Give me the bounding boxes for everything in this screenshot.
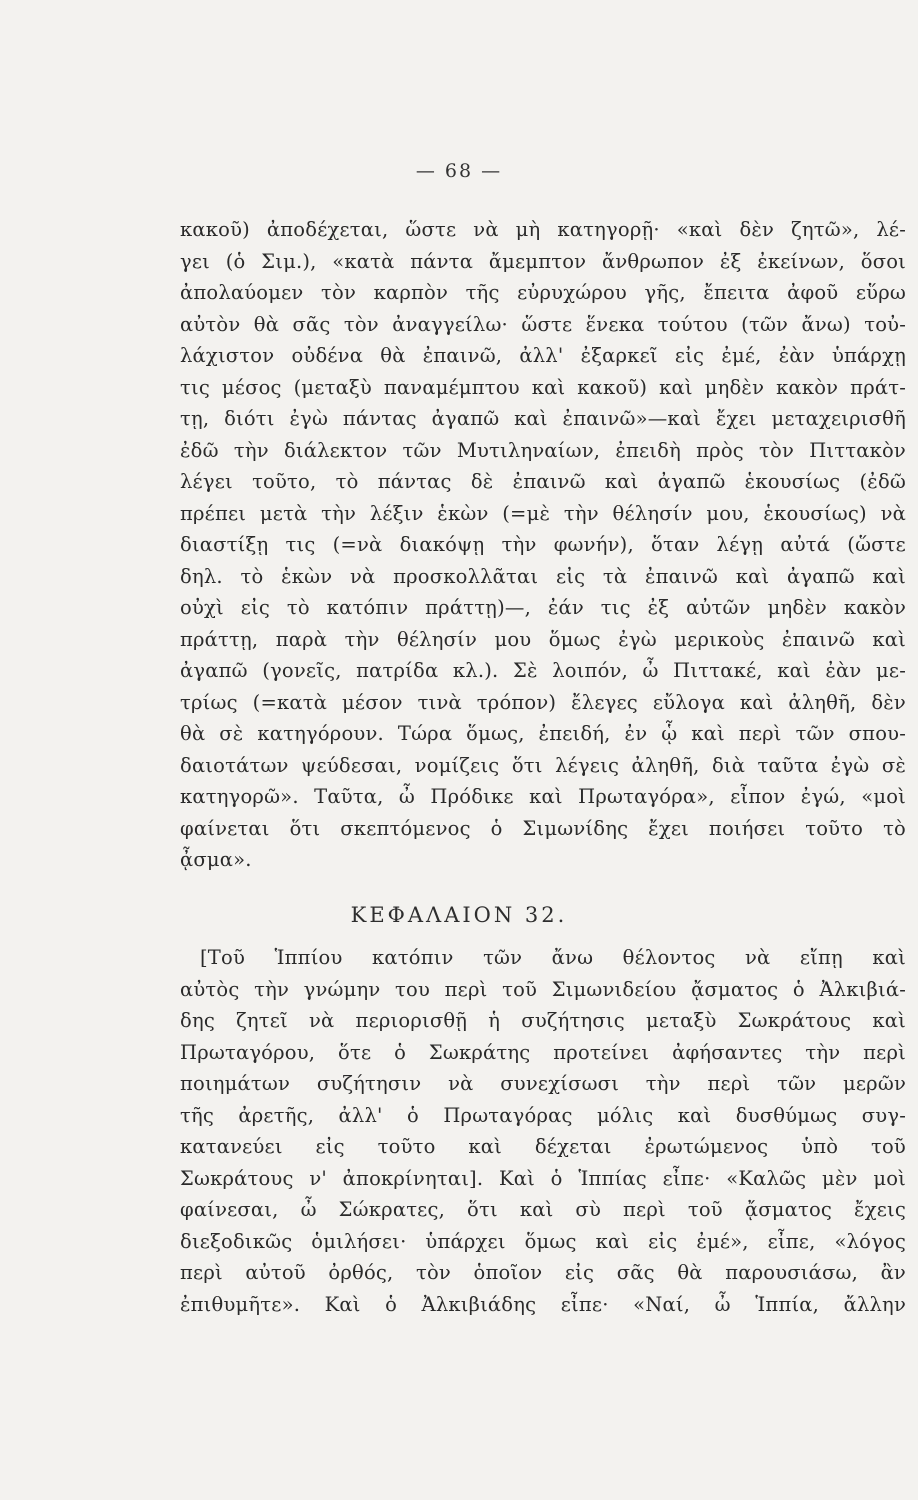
- text-line: αὐτὸν θὰ σᾶς τὸν ἀναγγείλω· ὥστε ἕνεκα τούτου (τῶν ἄνω) τοὐ-: [180, 312, 906, 336]
- text-line: τῆς ἀρετῆς, ἀλλ' ὁ Πρωταγόρας μόλις καὶ δυσθύμως συγ-: [180, 1103, 906, 1127]
- paragraph-2: [180, 942, 906, 1320]
- text-line: οὐχὶ εἰς τὸ κατόπιν πράττῃ)—, ἐάν τις ἐξ αὐτῶν μηδὲν κακὸν: [180, 596, 906, 619]
- text-line: λέγει τοῦτο, τὸ πάντας δὲ ἐπαινῶ καὶ ἀγαπῶ ἑκουσίως (ἐδῶ: [180, 470, 906, 493]
- chapter-heading: ΚΕΦΑΛΑΙΟΝ 32.: [350, 903, 568, 927]
- text-line: ποιημάτων συζήτησιν νὰ συνεχίσωσι τὴν περὶ τῶν μερῶν: [180, 1072, 906, 1095]
- text-line: λάχιστον οὐδένα θὰ ἐπαινῶ, ἀλλ' ἐξαρκεῖ εἰς ἐμέ, ἐὰν ὑπάρχῃ: [180, 344, 906, 367]
- text-line: περὶ αὐτοῦ ὀρθός, τὸν ὁποῖον εἰς σᾶς θὰ παρουσιάσω, ἂν: [180, 1261, 906, 1284]
- text-line: τῃ, διότι ἐγὼ πάντας ἀγαπῶ καὶ ἐπαινῶ»—καὶ ἔχει μεταχειρισθῆ: [180, 407, 906, 430]
- text-line: γει (ὁ Σιμ.), «κατὰ πάντα ἄμεμπτον ἄνθρωπον ἐξ ἐκείνων, ὅσοι: [180, 249, 906, 273]
- text-line: κατανεύει εἰς τοῦτο καὶ δέχεται ἐρωτώμενος ὑπὸ τοῦ: [180, 1135, 906, 1158]
- text-line: ᾆσμα».: [180, 848, 252, 871]
- text-line: ἀπολαύομεν τὸν καρπὸν τῆς εὐρυχώρου γῆς, ἔπειτα ἀφοῦ εὕρω: [180, 281, 906, 304]
- text-line: Πρωταγόρου, ὅτε ὁ Σωκράτης προτείνει ἀφήσαντες τὴν περὶ: [180, 1040, 906, 1064]
- text-line: [Τοῦ Ἱππίου κατόπιν τῶν ἄνω θέλοντος νὰ εἴπῃ καὶ: [200, 946, 906, 969]
- text-line: τρίως (=κατὰ μέσον τινὰ τρόπον) ἔλεγες εὔλογα καὶ ἀληθῆ, δὲν: [180, 690, 906, 714]
- text-line: πρέπει μετὰ τὴν λέξιν ἑκὼν (=μὲ τὴν θέλησίν μου, ἑκουσίως) νὰ: [180, 501, 906, 525]
- text-line: αὐτὸς τὴν γνώμην του περὶ τοῦ Σιμωνιδείου ᾄσματος ὁ Ἀλκιβιά-: [180, 977, 906, 1001]
- text-line: θὰ σὲ κατηγόρουν. Τώρα ὅμως, ἐπειδή, ἐν ᾧ καὶ περὶ τῶν σπου-: [180, 722, 906, 745]
- text-line: τις μέσος (μεταξὺ παναμέμπτου καὶ κακοῦ) καὶ μηδὲν κακὸν πράτ-: [180, 375, 906, 399]
- text-line: διαστίξῃ τις (=νὰ διακόψῃ τὴν φωνήν), ὅταν λέγῃ αὐτά (ὥστε: [180, 533, 906, 556]
- text-line: φαίνεται ὅτι σκεπτόμενος ὁ Σιμωνίδης ἔχει ποιήσει τοῦτο τὸ: [180, 816, 906, 840]
- text-line: κακοῦ) ἀποδέχεται, ὥστε νὰ μὴ κατηγορῇ· «καὶ δὲν ζητῶ», λέ-: [180, 218, 906, 241]
- text-line: κατηγορῶ». Ταῦτα, ὦ Πρόδικε καὶ Πρωταγόρα», εἶπον ἐγώ, «μοὶ: [180, 785, 906, 808]
- paragraph-1: [180, 214, 906, 876]
- page-number: — 68 —: [415, 160, 503, 182]
- text-line: φαίνεσαι, ὦ Σώκρατες, ὅτι καὶ σὺ περὶ τοῦ ᾄσματος ἔχεις: [180, 1198, 906, 1221]
- text-line: ἐδῶ τὴν διάλεκτον τῶν Μυτιληναίων, ἐπειδὴ πρὸς τὸν Πιττακὸν: [180, 438, 906, 462]
- text-line: ἐπιθυμῆτε». Καὶ ὁ Ἀλκιβιάδης εἶπε· «Ναί, ὦ Ἱππία, ἄλλην: [180, 1292, 906, 1316]
- text-line: ἀγαπῶ (γονεῖς, πατρίδα κλ.). Σὲ λοιπόν, ὦ Πιττακέ, καὶ ἐὰν με-: [180, 659, 906, 682]
- text-line: πράττῃ, παρὰ τὴν θέλησίν μου ὅμως ἐγὼ μερικοὺς ἐπαινῶ καὶ: [180, 627, 906, 651]
- text-line: διεξοδικῶς ὁμιλήσει· ὑπάρχει ὅμως καὶ εἰς ἐμέ», εἶπε, «λόγος: [180, 1229, 906, 1253]
- text-line: δαιοτάτων ψεύδεσαι, νομίζεις ὅτι λέγεις ἀληθῆ, διὰ ταῦτα ἐγὼ σὲ: [180, 753, 906, 777]
- text-line: δηλ. τὸ ἑκὼν νὰ προσκολλᾶται εἰς τὰ ἐπαινῶ καὶ ἀγαπῶ καὶ: [180, 564, 906, 588]
- text-line: Σωκράτους ν' ἀποκρίνηται]. Καὶ ὁ Ἱππίας εἶπε· «Καλῶς μὲν μοὶ: [180, 1166, 906, 1190]
- text-line: δης ζητεῖ νὰ περιορισθῇ ἡ συζήτησις μεταξὺ Σωκράτους καὶ: [180, 1009, 906, 1032]
